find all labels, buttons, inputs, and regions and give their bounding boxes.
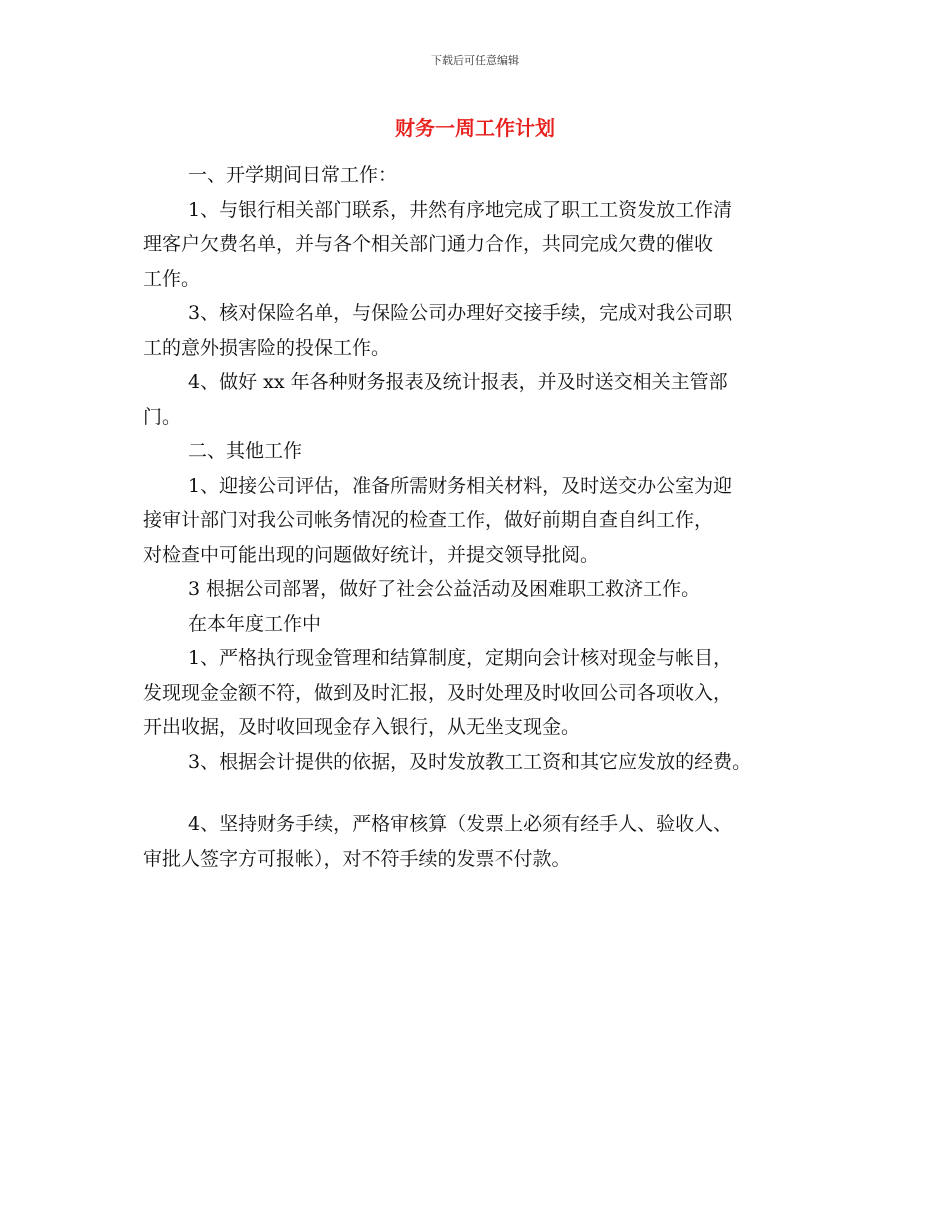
paragraph-line: 接审计部门对我公司帐务情况的检查工作，做好前期自查自纠工作， (143, 509, 714, 531)
document-body (143, 158, 823, 876)
paragraph-line: 开出收据，及时收回现金存入银行，从无坐支现金。 (143, 716, 581, 738)
section-heading: 在本年度工作中 (188, 612, 322, 635)
paragraph-line: 3 根据公司部署，做好了社会公益活动及困难职工救济工作。 (188, 578, 701, 600)
header-note: 下载后可任意编辑 (431, 54, 519, 67)
section-heading: 二、其他工作 (188, 440, 303, 462)
paragraph-line: 1、严格执行现金管理和结算制度，定期向会计核对现金与帐目， (188, 647, 733, 669)
paragraph-line: 门。 (143, 405, 182, 428)
paragraph-line: 4、做好 xx 年各种财务报表及统计报表，并及时送交相关主管部 (188, 371, 728, 393)
paragraph-line: 4、坚持财务手续，严格审核算（发票上必须有经手人、验收人、 (188, 813, 733, 835)
paragraph-line: 3、核对保险名单，与保险公司办理好交接手续，完成对我公司职 (188, 302, 733, 324)
paragraph-line: 1、迎接公司评估，准备所需财务相关材料，及时送交办公室为迎 (188, 474, 733, 497)
paragraph-line: 1、与银行相关部门联系，井然有序地完成了职工工资发放工作清 (188, 198, 733, 221)
paragraph-line: 工的意外损害险的投保工作。 (143, 336, 391, 359)
document-title: 财务一周工作计划 (395, 116, 555, 140)
paragraph-spacer (143, 779, 823, 807)
paragraph-line: 对检查中可能出现的问题做好统计，并提交领导批阅。 (143, 543, 600, 566)
paragraph-line: 理客户欠费名单，并与各个相关部门通力合作，共同完成欠费的催收 (143, 233, 714, 255)
paragraph-line: 3、根据会计提供的依据，及时发放教工工资和其它应发放的经费。 (188, 750, 752, 773)
paragraph-line: 审批人签字方可报帐），对不符手续的发票不付款。 (143, 847, 571, 870)
paragraph-line: 工作。 (143, 267, 201, 290)
paragraph-line: 发现现金金额不符，做到及时汇报，及时处理及时收回公司各项收入， (143, 681, 733, 704)
section-heading: 一、开学期间日常工作： (188, 164, 398, 186)
